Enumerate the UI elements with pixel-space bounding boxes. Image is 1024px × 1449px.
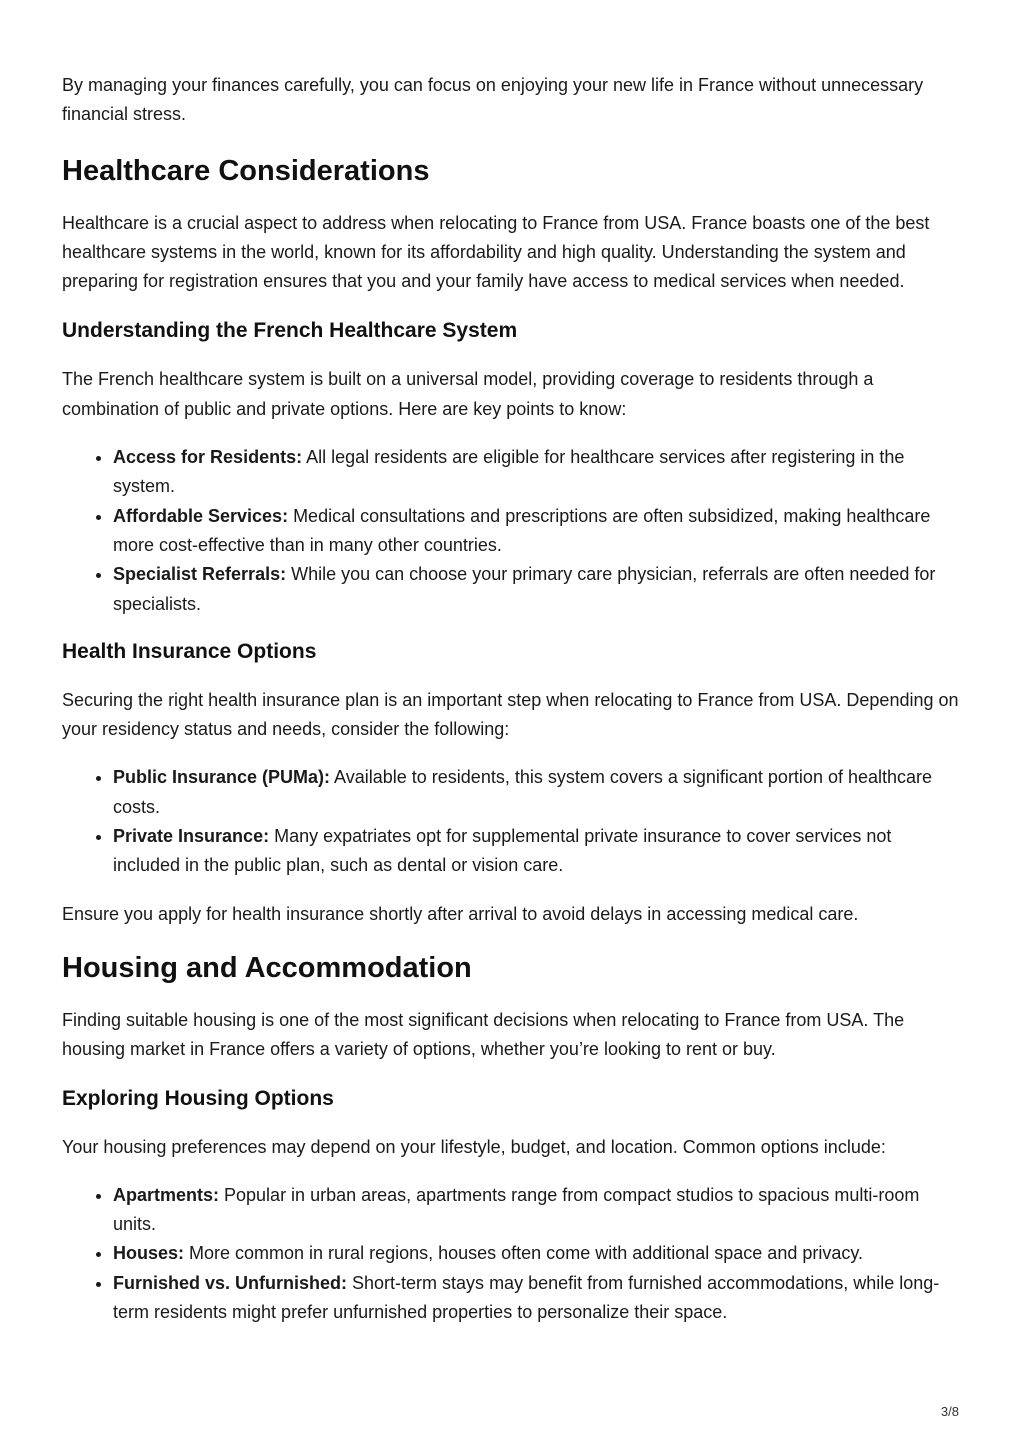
healthcare-paragraph: Healthcare is a crucial aspect to address when relocating to France from USA. France boasts one of the best healthcare systems in the world, known for its affordability and high quality. Understanding the system and preparing for registration ensures that you and your family have access to medical services when needed. xyxy=(62,212,930,292)
list-item xyxy=(113,822,962,881)
list-item-text: Available to residents, this system covers a significant portion of healthcare costs. xyxy=(113,767,933,817)
list-item xyxy=(113,560,962,619)
list-item xyxy=(113,763,962,822)
list-item-text: More common in rural regions, houses often come with additional space and privacy. xyxy=(184,1243,864,1264)
list-item-term: Access for Residents: xyxy=(113,447,303,468)
housing-options-paragraph: Your housing preferences may depend on your lifestyle, budget, and location. Common options include: xyxy=(62,1136,886,1157)
list-item xyxy=(113,502,962,561)
list-item-term: Private Insurance: xyxy=(113,826,270,847)
list-item-term: Specialist Referrals: xyxy=(113,564,287,585)
list-item-text: While you can choose your primary care physician, referrals are often needed for specialists. xyxy=(113,564,936,614)
intro-paragraph: By managing your finances carefully, you can focus on enjoying your new life in France without unnecessary financial stress. xyxy=(62,75,924,125)
list-item-term: Furnished vs. Unfurnished: xyxy=(113,1272,348,1293)
page-number: 3/8 xyxy=(940,1404,959,1419)
list-item xyxy=(113,1181,962,1240)
list-item-term: Affordable Services: xyxy=(113,505,289,526)
list-item-term: Public Insurance (PUMa): xyxy=(113,767,331,788)
list-item-term: Apartments: xyxy=(113,1184,220,1205)
housing-options-heading: Exploring Housing Options xyxy=(62,1086,334,1110)
list-item xyxy=(113,1239,962,1268)
healthcare-system-list xyxy=(62,443,962,619)
list-item-text: Short-term stays may benefit from furnished accommodations, while long-term residents might prefer unfurnished properties to personalize their space. xyxy=(113,1272,940,1323)
healthcare-system-paragraph: The French healthcare system is built on a universal model, providing coverage to residents through a combination of public and private options. Here are key points to know: xyxy=(62,369,874,419)
list-item xyxy=(113,443,962,502)
list-item-text: All legal residents are eligible for healthcare services after registering in the system. xyxy=(113,447,905,497)
document-page xyxy=(62,71,962,1327)
insurance-paragraph: Securing the right health insurance plan is an important step when relocating to France from USA. Depending on your residency status and needs, consider the following: xyxy=(62,689,959,740)
healthcare-system-heading: Understanding the French Healthcare System xyxy=(62,319,518,343)
list-item-text: Many expatriates opt for supplemental private insurance to cover services not included in the public plan, such as dental or vision care. xyxy=(113,826,892,876)
housing-heading: Housing and Accommodation xyxy=(62,951,472,984)
list-item-text: Popular in urban areas, apartments range from compact studios to spacious multi-room units. xyxy=(113,1184,920,1235)
list-item-text: Medical consultations and prescriptions are often subsidized, making healthcare more cost-effective than in many other countries. xyxy=(113,505,931,555)
list-item-term: Houses: xyxy=(113,1243,185,1264)
housing-paragraph: Finding suitable housing is one of the most significant decisions when relocating to France from USA. The housing market in France offers a variety of options, whether you’re looking to rent or buy. xyxy=(62,1009,905,1060)
insurance-heading: Health Insurance Options xyxy=(62,639,317,663)
healthcare-heading: Healthcare Considerations xyxy=(62,154,430,187)
insurance-closing-paragraph: Ensure you apply for health insurance shortly after arrival to avoid delays in accessing medical care. xyxy=(62,903,859,924)
list-item xyxy=(113,1269,962,1328)
insurance-list xyxy=(62,763,962,880)
housing-options-list xyxy=(62,1181,962,1327)
